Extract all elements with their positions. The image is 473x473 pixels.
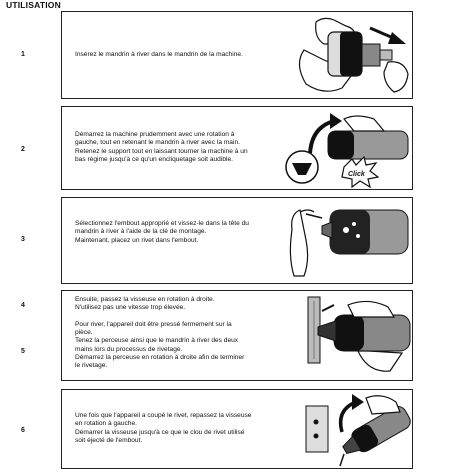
- step-1-panel: [21, 11, 413, 99]
- step-3-illustration: [284, 200, 412, 282]
- step-2-number: 2: [21, 146, 25, 153]
- step-4-5-illustration: [298, 293, 412, 379]
- step-4-number: 4: [21, 302, 25, 309]
- step-1-number: 1: [21, 51, 25, 58]
- step-3-number: 3: [21, 236, 25, 243]
- click-label: Click: [348, 171, 365, 178]
- step-2-illustration: [284, 109, 412, 189]
- section-title: UTILISATION: [6, 0, 61, 10]
- step-4-5-panel: [21, 290, 413, 381]
- step-3-text: Sélectionnez l'embout approprié et vissez-le dans la tête du mandrin à river à l'aide de la clé de montage. Maintenant, placez un rivet dans l'embout.: [75, 220, 249, 244]
- step-2-panel: [21, 106, 413, 190]
- step-1-text: Insérez le mandrin à river dans le mandrin de la machine.: [75, 51, 243, 58]
- step-6-illustration: [296, 392, 412, 468]
- step-2-text: Démarrez la machine prudemment avec une rotation à gauche, tout en retenant le mandrin à river avec la main. Retenez le support tout en laissant tourner la machine à un bas régime jusqu'à ce qu'un encliquetage soit audible.: [75, 131, 248, 163]
- step-6-number: 6: [21, 427, 25, 434]
- step-5-number: 5: [21, 348, 25, 355]
- step-1-illustration: [284, 14, 412, 98]
- step-4-5-text: Ensuite, passez la visseuse en rotation à droite. N'utilisez pas une vitesse trop élevée. Pour river, l'appareil doit être pressé fermement sur la pièce. Tenez la perceuse ainsi que le mandrin à river des deux mains lors du processus de rivetage. Démarrez la perceuse en rotation à droite afin de terminer le rivetage.: [75, 296, 245, 370]
- step-6-panel: [21, 389, 413, 469]
- step-6-text: Une fois que l'appareil a coupé le rivet, repassez la visseuse en rotation à gauche. Démarrer la visseuse jusqu'à ce que le clou de rivet utilisé soit éjecté de l'embout.: [75, 412, 252, 444]
- step-3-panel: [21, 197, 413, 284]
